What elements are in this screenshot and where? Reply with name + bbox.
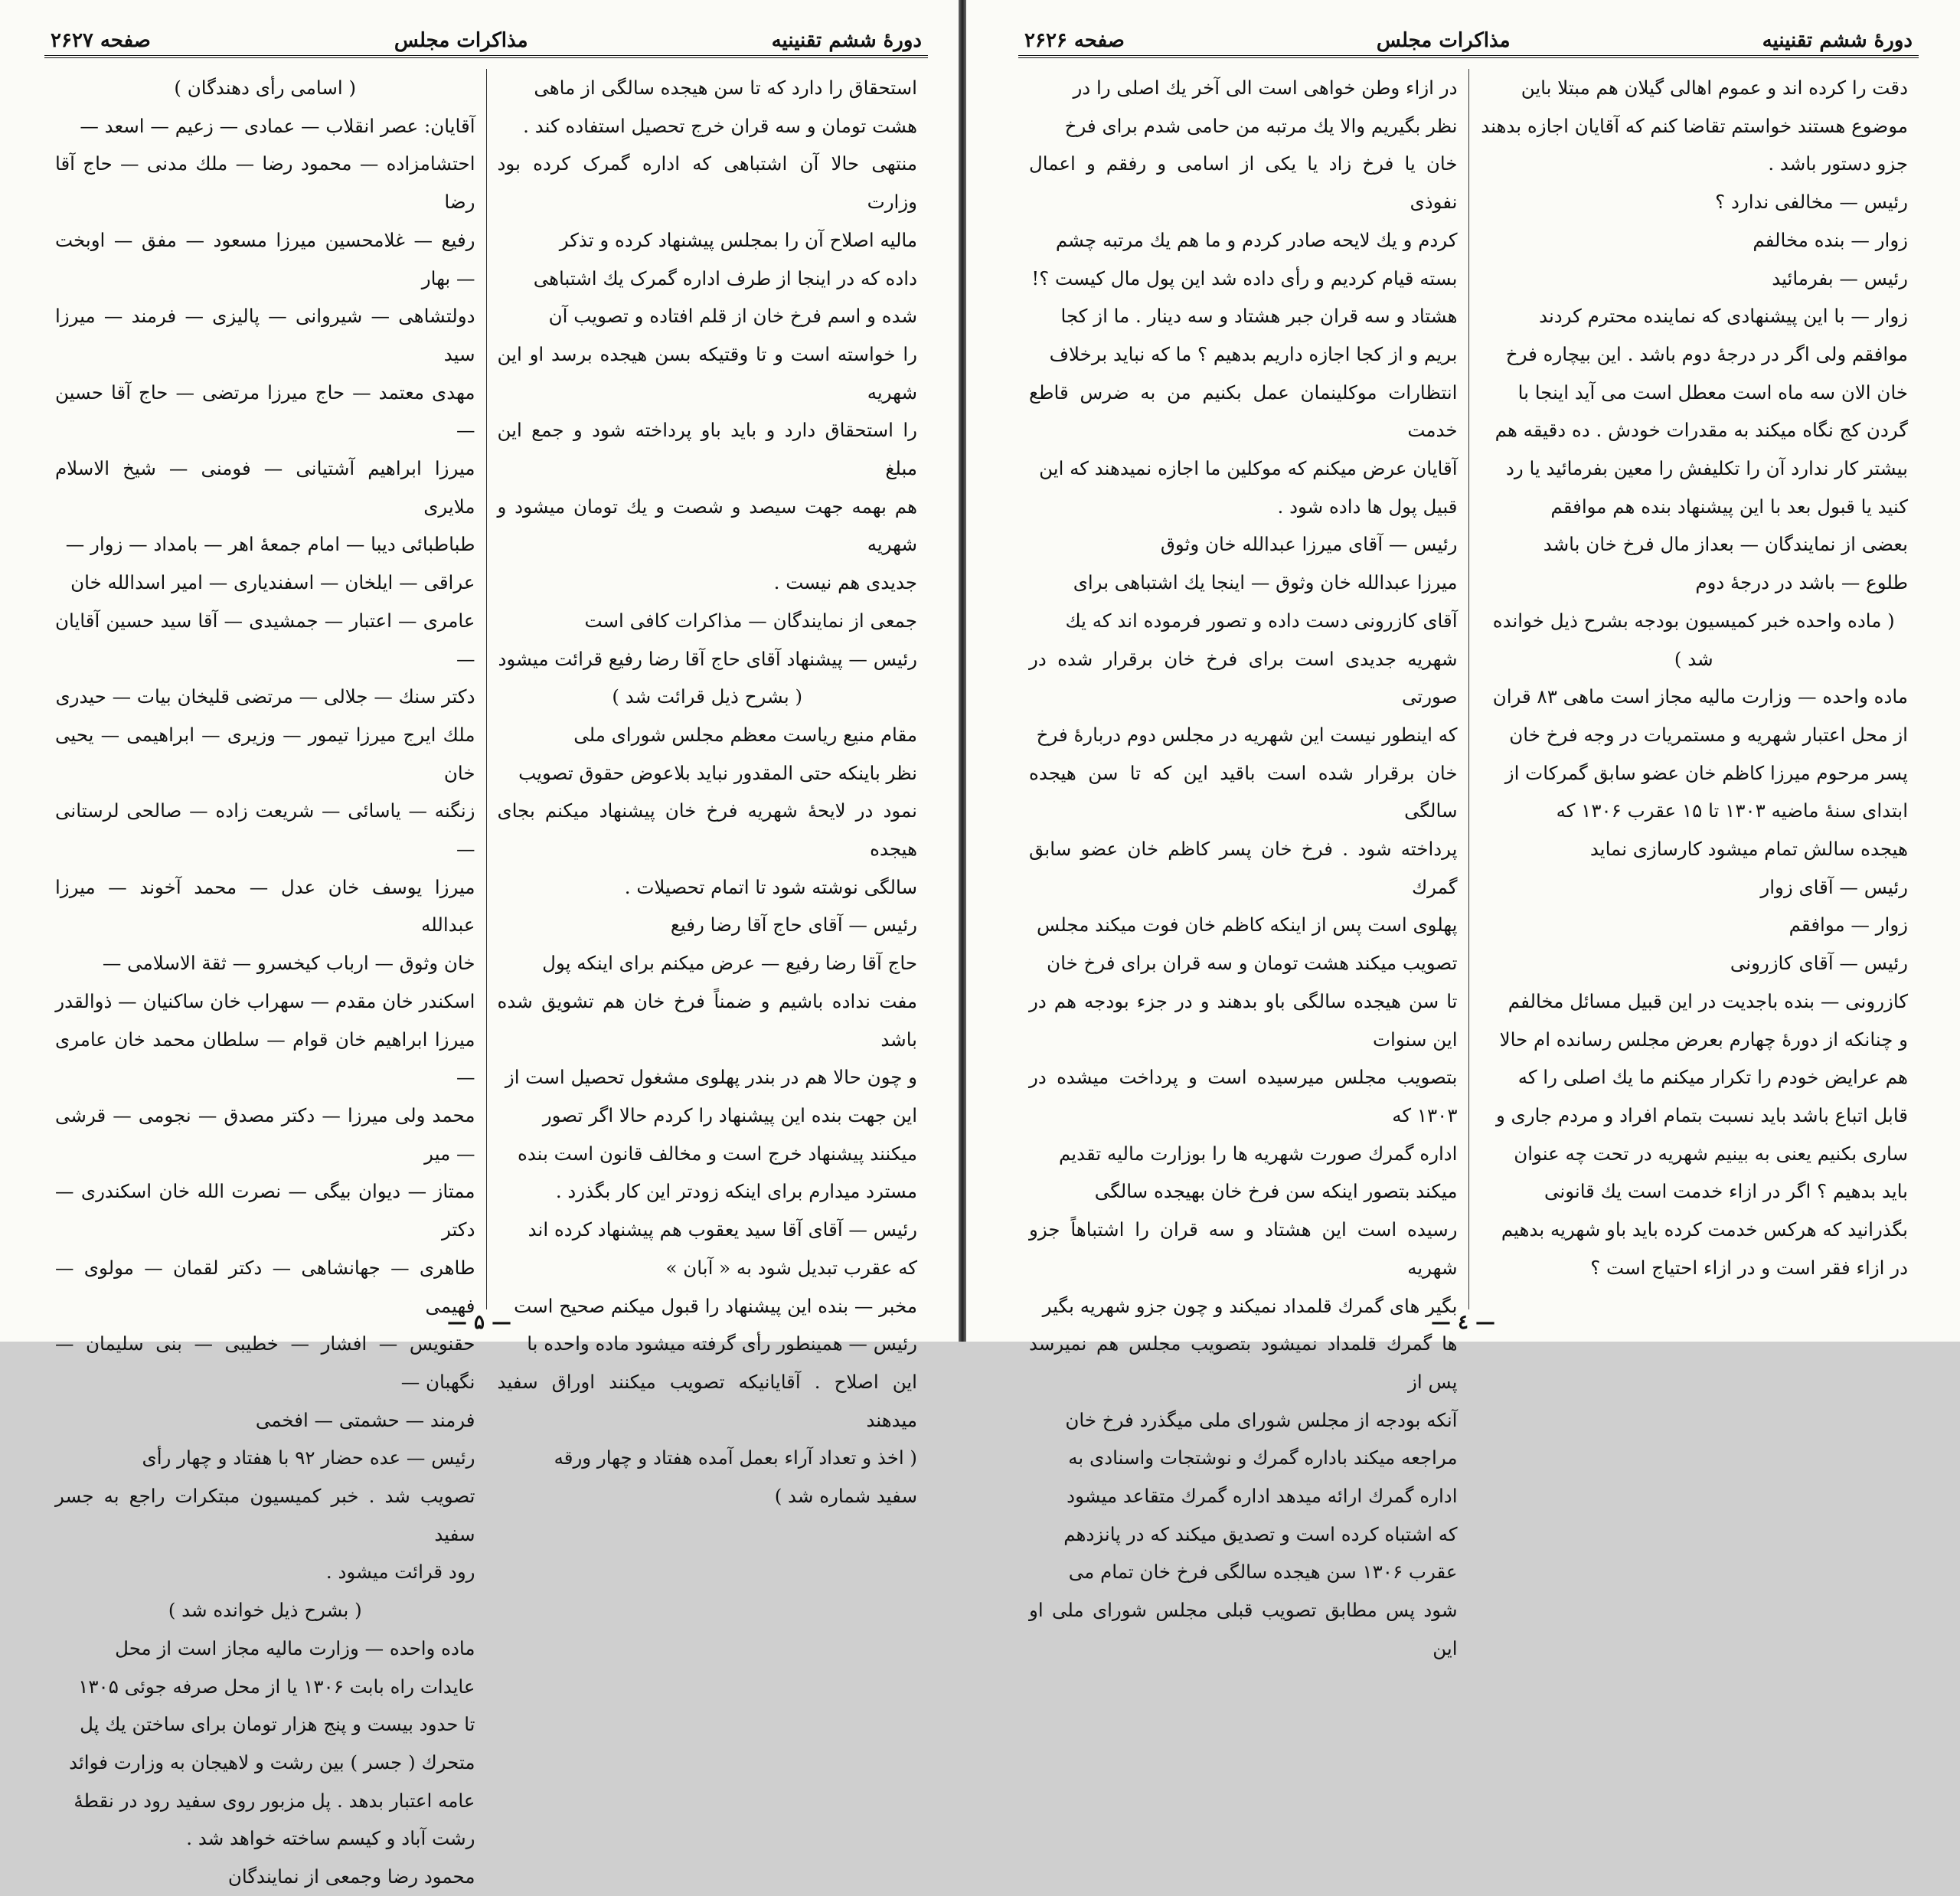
text-line: داده که در اینجا از طرف اداره گمرک یك اشتباهی: [533, 266, 917, 289]
text-line: اداره گمرك صورت شهریه ها را بوزارت مالیه تقدیم: [1059, 1142, 1458, 1165]
text-line: میرزا عبدالله خان وثوق — اینجا یك اشتباهی برای: [1073, 571, 1458, 594]
header-session: دورهٔ ششم تقنینیه: [771, 29, 922, 52]
text-line: طلوع — باشد در درجهٔ دوم: [1695, 571, 1908, 594]
text-line: خان برقرار شده است باقید این که تا سن هیجده سالگی: [1029, 761, 1458, 822]
text-line: عایدات راه بابت ۱۳۰۶ یا از محل صرفه جوئی ۱۳۰۵: [78, 1675, 475, 1698]
text-line: قبیل پول ها داده شود .: [1277, 495, 1458, 518]
text-line: رئیس — بفرمائید: [1772, 266, 1908, 289]
header-title: مذاکرات مجلس: [394, 29, 528, 52]
text-line: اسکندر خان مقدم — سهراب خان ساکنیان — ذوالقدر: [55, 989, 475, 1012]
text-line: مالیه اصلاح آن را بمجلس پیشنهاد کرده و تذکر: [559, 228, 917, 251]
text-line: کازرونی — بنده باجدیت در این قبیل مسائل مخالفم: [1508, 989, 1908, 1012]
text-line: مخبر — بنده این پیشنهاد را قبول میکنم صحیح است: [514, 1294, 917, 1317]
text-line: رود قرائت میشود .: [325, 1561, 475, 1584]
text-line: ( ماده واحده خبر کمیسیون بودجه بشرح ذیل خوانده شد ): [1492, 609, 1895, 670]
text-line: دقت را کرده اند و عموم اهالی گیلان هم مبتلا باین: [1521, 77, 1908, 99]
text-line: حاج آقا رضا رفیع — عرض میکنم برای اینکه پول: [542, 952, 917, 975]
text-line: اداره گمرك ارائه میدهد اداره گمرك متقاعد میشود: [1067, 1485, 1458, 1508]
text-line: مقام منیع ریاست معظم مجلس شورای ملی: [573, 723, 917, 746]
text-line: جمعی از نمایندگان — مذاکرات کافی است: [584, 609, 917, 632]
text-line: رسیده است این هشتاد و سه قران را اشتباهاً جزو شهریه: [1029, 1218, 1458, 1279]
text-line: ( بشرح ذیل خوانده شد ): [168, 1599, 362, 1622]
page-header: [1018, 21, 1919, 58]
text-line: انتظارات موکلینمان عمل بکنیم من به ضرس قاطع خدمت: [1029, 381, 1458, 442]
text-line: هشت تومان و سه قران خرج تحصیل استفاده کند .: [523, 114, 917, 137]
header-title: مذاکرات مجلس: [1376, 29, 1511, 52]
text-line: تصویب میکند هشت تومان و سه قران برای فرخ خان: [1047, 952, 1458, 975]
text-line: که اینطور نیست این شهریه در مجلس دوم دربارهٔ فرخ: [1036, 723, 1458, 746]
text-line: متحرك ( جسر ) بین رشت و لاهیجان به وزارت فوائد: [69, 1751, 475, 1773]
text-line: عامری — اعتبار — جمشیدی — آقا سید حسین آقایان —: [55, 609, 475, 670]
text-line: مفت نداده باشیم و ضمناً فرخ خان هم تشویق شده باشد: [497, 989, 917, 1051]
text-line: و چنانکه از دورهٔ چهارم بعرض مجلس رسانده ام حالا: [1499, 1028, 1908, 1051]
text-line: رئیس — آقای حاج آقا رضا رفیع: [670, 914, 917, 937]
text-line: عقرب ۱۳۰۶ سن هیجده سالگی فرخ خان تمام می: [1068, 1561, 1458, 1584]
text-line: میرزا یوسف خان عدل — محمد آخوند — میرزا عبدالله: [55, 875, 475, 937]
text-line: طاهری — جهانشاهی — دکتر لقمان — مولوی — فهیمی: [55, 1256, 475, 1317]
text-line: گردن کج نگاه میکند به مقدرات خودش . ده دقیقه هم: [1494, 419, 1908, 442]
text-line: پسر مرحوم میرزا کاظم خان عضو سابق گمرکات از: [1504, 761, 1908, 784]
text-line: ( اخذ و تعداد آراء بعمل آمده هفتاد و چهار ورقه: [554, 1447, 917, 1469]
text-line: رئیس — آقای کازرونی: [1730, 952, 1908, 975]
text-line: طباطبائی دیبا — امام جمعهٔ اهر — بامداد — زوار —: [65, 533, 475, 556]
text-line: نظر بگیریم والا یك مرتبه من حامی شدم برای فرخ: [1064, 114, 1458, 137]
text-line: مراجعه میکند باداره گمرك و نوشتجات واسنادی به: [1068, 1447, 1458, 1469]
text-line: از محل اعتبار شهریه و مستمریات در وجه فرخ خان: [1509, 723, 1908, 746]
page-2627: [0, 0, 959, 1888]
text-line: استحقاق را دارد که تا سن هیجده سالگی از ماهی: [534, 77, 917, 99]
text-line: میرزا ابراهیم آشتیانی — فومنی — شیخ الاسلام ملایری: [55, 457, 475, 518]
text-line: زنگنه — یاسائی — شریعت زاده — صالحی لرستانی —: [55, 799, 475, 861]
text-line: بتصویب مجلس میرسیده است و پرداخت میشده در ۱۳۰۳ که: [1029, 1066, 1458, 1126]
text-line: آنکه بودجه از مجلس شورای ملی میگذرد فرخ خان: [1065, 1408, 1458, 1431]
text-line: هم بهمه جهت سیصد و شصت و یك تومان میشود و شهریه: [497, 495, 917, 556]
text-line: بیشتر کار ندارد آن را تکلیفش را معین بفرمائید یا رد: [1505, 457, 1908, 480]
header-session: دورهٔ ششم تقنینیه: [1762, 29, 1913, 52]
text-line: را استحقاق دارد و باید باو پرداخته شود و جمع این مبلغ: [497, 419, 917, 480]
text-line: شهریه جدیدی است برای فرخ خان برقرار شده در صورتی: [1029, 647, 1458, 708]
text-line: ( بشرح ذیل قرائت شد ): [612, 685, 803, 708]
text-line: شده و اسم فرخ خان از قلم افتاده و تصویب آن: [548, 305, 917, 328]
page-folio: — ٤ —: [1430, 1311, 1496, 1334]
text-line: رشت آباد و کیسم ساخته خواهد شد .: [186, 1827, 475, 1850]
text-line: ماده واحده — وزارت مالیه مجاز است از محل: [115, 1636, 475, 1659]
text-line: نمود در لایحهٔ شهریه فرخ خان پیشنهاد میکنم بجای هیجده: [497, 799, 917, 861]
text-line: این جهت بنده این پیشنهاد را کردم حالا اگر تصور: [542, 1103, 917, 1126]
header-page-number: صفحه ۲۶۲۶: [1024, 29, 1125, 52]
text-line: آقای کازرونی دست داده و تصور فرموده اند که یك: [1065, 609, 1458, 632]
text-line: بگیر های گمرك قلمداد نمیکند و چون جزو شهریه بگیر: [1042, 1294, 1458, 1317]
text-line: هشتاد و سه قران جبر هشتاد و سه دینار . ما از کجا: [1060, 305, 1458, 328]
text-columns: [44, 69, 928, 1888]
text-line: زوار — موافقم: [1788, 914, 1908, 937]
text-line: تا سن هیجده سالگی باو بدهند و در جزء بودجه هم در این سنوات: [1029, 989, 1458, 1051]
text-line: رئیس — عده حضار ۹۲ با هفتاد و چهار رأی: [142, 1447, 475, 1469]
text-line: هیجده سالش تمام میشود کارسازی نماید: [1589, 838, 1908, 861]
page-header: [44, 21, 928, 58]
text-line: احتشامزاده — محمود رضا — ملك مدنی — حاج آقا رضا: [55, 152, 475, 214]
text-line: نظر باینکه حتی المقدور نباید بلاعوض حقوق تصویب: [518, 761, 917, 784]
text-line: ساری بکنیم یعنی به بینیم شهریه در تحت چه عنوان: [1514, 1142, 1908, 1165]
text-line: میکنند پیشنهاد خرج است و مخالف قانون است بنده: [517, 1142, 917, 1165]
text-line: باید بدهیم ؟ اگر در ازاء خدمت است یك قانونی: [1544, 1180, 1908, 1203]
text-line: محمد ولی میرزا — دکتر مصدق — نجومی — قرشی — میر: [55, 1103, 475, 1165]
text-line: فرمند — حشمتی — افخمی: [255, 1408, 475, 1431]
text-line: ممتاز — دیوان بیگی — نصرت الله خان اسکندری — دکتر: [55, 1180, 475, 1241]
text-line: و چون حالا هم در بندر پهلوی مشغول تحصیل است از: [505, 1066, 917, 1089]
text-line: رئیس — پیشنهاد آقای حاج آقا رضا رفیع قرائت میشود: [498, 647, 917, 670]
text-line: هم عرایض خودم را تکرار میکنم ما یك اصلی را که: [1517, 1066, 1908, 1089]
text-line: این اصلاح . آقایانیکه تصویب میکنند اوراق سفید میدهند: [497, 1370, 917, 1431]
header-page-number: صفحه ۲۶۲۷: [51, 29, 151, 52]
text-line: سالگی نوشته شود تا اتمام تحصیلات .: [624, 875, 917, 898]
text-line: آقایان: عصر انقلاب — عمادی — زعیم — اسعد —: [80, 114, 475, 137]
text-line: رئیس — آقای زوار: [1760, 875, 1908, 898]
text-line: محمود رضا وجمعی از نمایندگان: [227, 1865, 475, 1888]
text-line: قابل اتباع باشد باید نسبت بتمام افراد و مردم جاری و: [1495, 1103, 1908, 1126]
book-gutter: [959, 0, 966, 1342]
text-line: تا حدود بیست و پنج هزار تومان برای ساختن یك پل: [80, 1713, 475, 1736]
text-columns: [1018, 69, 1919, 1659]
text-line: پهلوی است پس از اینکه کاظم خان فوت میکند مجلس: [1037, 914, 1458, 937]
text-line: را خواسته است و تا وقتیکه بسن هیجده برسد او این شهریه: [497, 342, 917, 404]
text-line: سفید شماره شد ): [774, 1485, 917, 1508]
text-line: رئیس — مخالفی ندارد ؟: [1715, 191, 1908, 214]
text-column-left: [44, 69, 487, 1888]
text-line: عراقی — ایلخان — اسفندیاری — امیر اسدالله خان: [70, 571, 475, 594]
text-line: عامه اعتبار بدهد . پل مزبور روی سفید رود در نقطهٔ: [74, 1789, 475, 1812]
text-line: خان یا فرخ زاد یا یکی از اسامی و رفقم و اعمال نفوذی: [1029, 152, 1458, 214]
text-line: بریم و از کجا اجازه داریم بدهیم ؟ ما که نباید برخلاف: [1049, 342, 1458, 365]
text-line: بعضی از نمایندگان — بعداز مال فرخ خان باشد: [1543, 533, 1908, 556]
text-line: که عقرب تبدیل شود به « آبان »: [665, 1256, 917, 1279]
text-line: ها گمرك قلمداد نمیشود بتصویب مجلس هم نمیرسد پس از: [1029, 1332, 1458, 1393]
text-line: در ازاء وطن خواهی است الی آخر یك اصلی را در: [1073, 77, 1458, 99]
text-line: منتهی حالا آن اشتباهی که اداره گمرک کرده بود وزارت: [497, 152, 917, 214]
text-line: آقایان عرض میکنم که موکلین ما اجازه نمیدهند که این: [1039, 457, 1458, 480]
text-line: در ازاء فقر است و در ازاء احتیاج است ؟: [1590, 1256, 1908, 1279]
text-line: مسترد میدارم برای اینکه زودتر این کار بگذرد .: [555, 1180, 917, 1203]
text-line: ملك ایرج میرزا تیمور — وزیری — ابراهیمی — یحیی خان: [55, 723, 475, 784]
text-line: کردم و یك لایحه صادر کردم و ما هم یك مرتبه چشم: [1055, 228, 1458, 251]
text-line: بسته قیام کردیم و رأی داده شد این پول مال کیست ؟!: [1031, 266, 1458, 289]
text-line: پرداخته شود . فرخ خان پسر کاظم خان عضو سابق گمرك: [1029, 838, 1458, 898]
text-line: حقنویس — افشار — خطیبی — بنی سلیمان — نگهبان —: [55, 1332, 475, 1393]
text-column-left: [1018, 69, 1469, 1659]
text-line: ابتدای سنهٔ ماضیه ۱۳۰۳ تا ۱۵ عقرب ۱۳۰۶ که: [1556, 799, 1908, 822]
text-line: دکتر سنك — جلالی — مرتضی قلیخان بیات — حیدری: [55, 685, 475, 708]
text-column-right: [487, 69, 929, 1508]
text-line: خان الان سه ماه است معطل است می آید اینجا با: [1517, 381, 1908, 404]
text-line: شود پس مطابق تصویب قبلی مجلس شورای ملی او این: [1029, 1599, 1458, 1659]
text-line: موافقم ولی اگر در درجهٔ دوم باشد . این بیچاره فرخ: [1505, 342, 1908, 365]
text-line: موضوع هستند خواستم تقاضا کنم که آقایان اجازه بدهند: [1481, 114, 1908, 137]
text-line: ( اسامی رأی دهندگان ): [174, 77, 357, 99]
text-line: جزو دستور باشد .: [1768, 152, 1908, 175]
text-line: دولتشاهی — شیروانی — پالیزی — فرمند — میرزا سید: [55, 305, 475, 365]
text-line: ماده واحده — وزارت مالیه مجاز است ماهی ۸۳ قران: [1492, 685, 1908, 708]
text-line: تصویب شد . خبر کمیسیون مبتکرات راجع به جسر سفید: [55, 1485, 475, 1545]
text-line: کنید یا قبول بعد با این پیشنهاد بنده هم موافقم: [1550, 495, 1908, 518]
text-line: مهدی معتمد — حاج میرزا مرتضی — حاج آقا حسین —: [55, 381, 475, 442]
text-line: رئیس — آقای میرزا عبدالله خان وثوق: [1160, 533, 1458, 556]
page-2626: [966, 0, 1960, 1659]
text-line: رفیع — غلامحسین میرزا مسعود — مفق — اوبخت — بهار: [55, 228, 475, 289]
text-line: رئیس — همینطور رأی گرفته میشود ماده واحده با: [527, 1332, 917, 1355]
text-column-right: [1469, 69, 1919, 1309]
text-line: خان وثوق — ارباب کیخسرو — ثقة الاسلامی —: [102, 952, 475, 975]
text-line: بگذرانید که هرکس خدمت کرده باید باو شهریه بدهیم: [1501, 1218, 1908, 1241]
text-line: جدیدی هم نیست .: [773, 571, 917, 594]
page-folio: — ۵ —: [446, 1311, 512, 1334]
text-line: میرزا ابراهیم خان قوام — سلطان محمد خان عامری —: [55, 1028, 475, 1089]
text-line: زوار — بنده مخالفم: [1753, 228, 1908, 251]
text-line: زوار — با این پیشنهادی که نماینده محترم کردند: [1539, 305, 1908, 328]
text-line: رئیس — آقای آقا سید یعقوب هم پیشنهاد کرده اند: [528, 1218, 917, 1241]
text-line: که اشتباه کرده است و تصدیق میکند که در پانزدهم: [1063, 1522, 1458, 1545]
text-line: میکند بتصور اینکه سن فرخ خان بهیجده سالگی: [1094, 1180, 1458, 1203]
